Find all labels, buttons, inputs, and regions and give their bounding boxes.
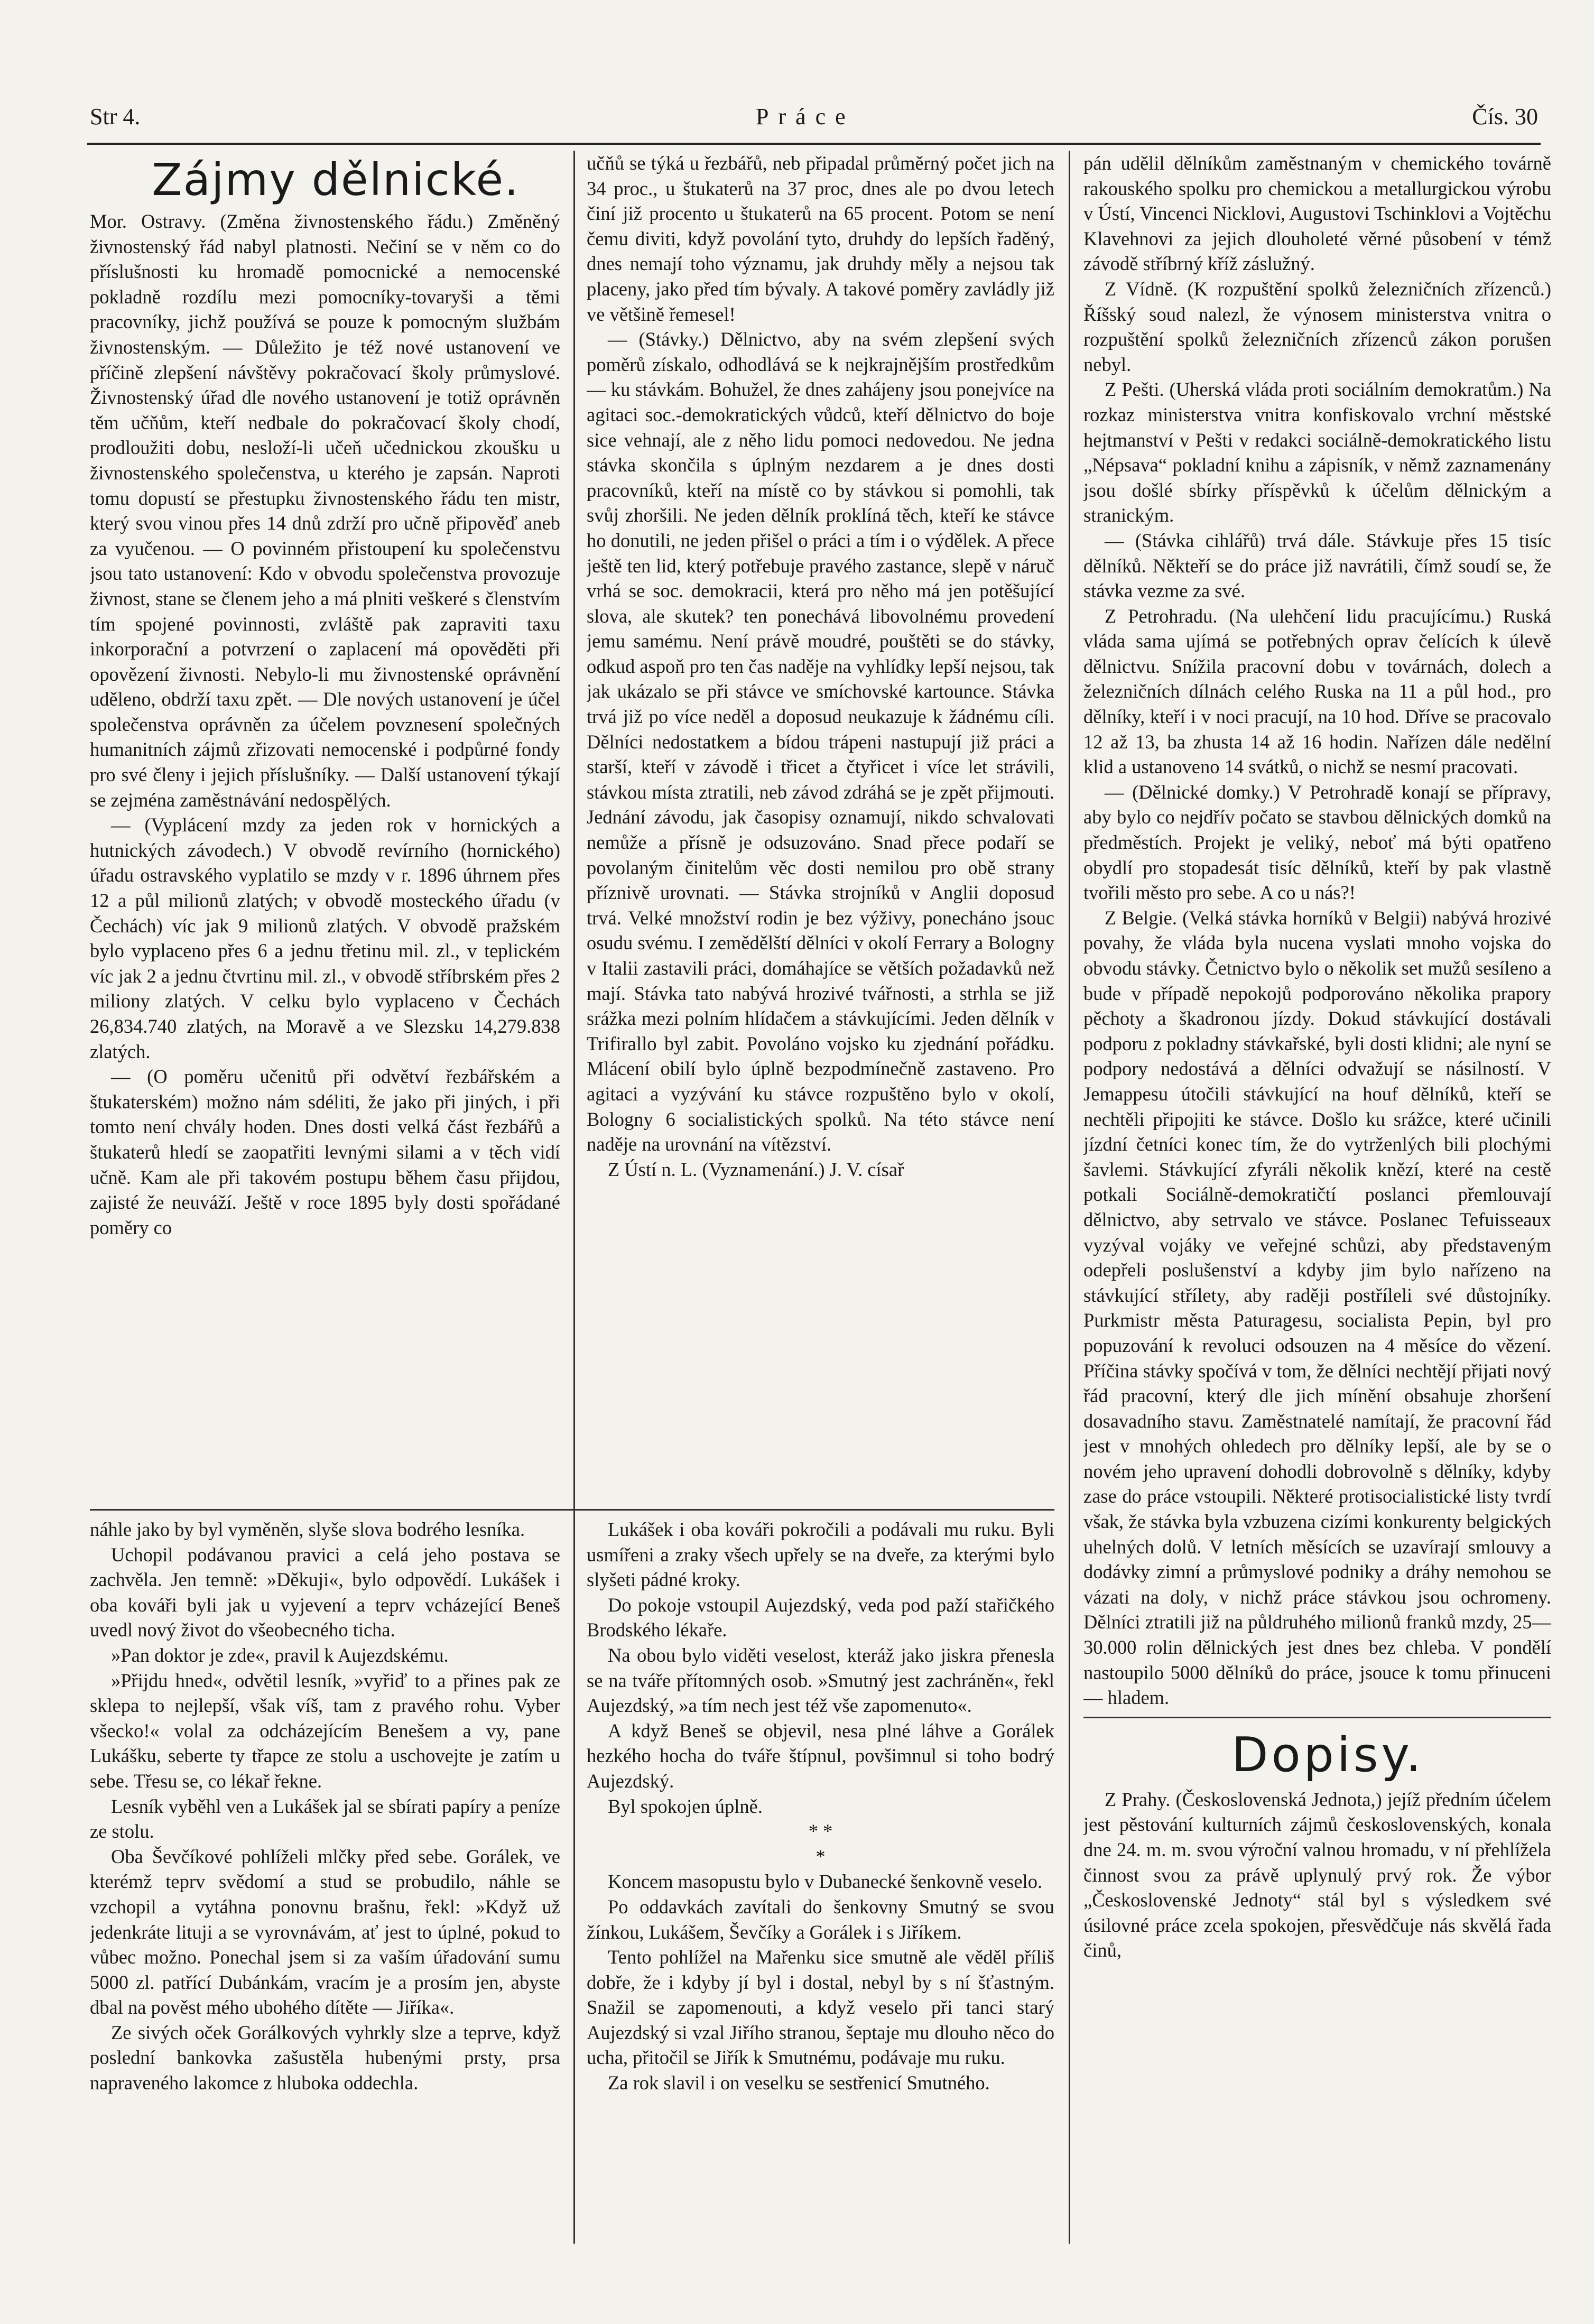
story-paragraph: Byl spokojen úplně. — [608, 1795, 763, 1817]
story-paragraph: Tento pohlížel na Mařenku sice smutně ale věděl příliš dobře, že i kdyby jí byl i dostal, nebyl by s ní šťastným. Snažil se zapomenouti, a když veselo při tanci starý Aujezdský si vzal Jiřího stranou, šeptaje mu dlouho něco do ucha, přitočil se Jiřík k Smutnému, podávaje mu ruku. — [587, 1946, 1054, 2069]
story-paragraph: Do pokoje vstoupil Aujezdský, veda pod paží stařičkého Brodského lékaře. — [587, 1594, 1054, 1641]
story-paragraph: náhle jako by byl vyměněn, slyše slova bodrého lesníka. — [90, 1519, 525, 1540]
article-paragraph: Mor. Ostravy. (Změna živnostenského řádu.) Změněný živnostenský řád nabyl platnosti. Nečiní se v něm co do příslušnosti ku hromadě pomocnické a nemocenské pokladně rozdílu mezi pomocníky-tovaryši a těmi pracovníky, jichž používá se pouze k pomocným službám živnostenským. — Důležito je též nové ustanovení ve příčině zlepšení návštěvy pokračovací školy průmyslové. Živnostenský úřad dle nového ustanovení je totiž oprávněn těm učňům, kteří nedbale do pokračovací školy chodí, prodloužiti dobu, nesloží-li učeň učednickou zkoušku u živnostenského společenstva, u kterého je zapsán. Naproti tomu dopustí se přestupku živnostenského řádu ten mistr, který svou vinou přes 14 dnů zdrží pro učně připověď aneb za vyučenou. — O povinném přistoupení ku společenstvu jsou tato ustanovení: Kdo v obvodu společenstva provozuje živnost, stane se členem jeho a má plniti veškeré s členstvím tím spojené povinnosti, zvláště pak zapraviti taxu inkorporační a potvrzení o zaplacení má opověděti při opovězení živnosti. Nebylo-li mu živnostenské oprávnění uděleno, obdrží taxu zpět. — Dle nových ustanovení je účel společenstva oprávněn za účelem povznesení společných humanitních zájmů zřizovati nemocenské i podpůrné fondy pro své členy i jejich příslušníky. — Další ustanovení týkají se zejména zaměstnávání nedospělých. — [90, 210, 560, 811]
article-paragraph: Z Vídně. (K rozpuštění spolků železničních zřízenců.) Říšský soud nalezl, že výnosem ministerstva vnitra o rozpuštění spolků železničních zřízenců zákon porušen nebyl. — [1083, 277, 1551, 375]
article-paragraph: Z Ústí n. L. (Vyznamenání.) J. V. císař — [608, 1158, 904, 1180]
page-number: Str 4. — [90, 104, 141, 129]
article-paragraph: pán udělil dělníkům zaměstnaným v chemického továrně rakouského spolku pro chemickou a metallurgickou výrobu v Ústí, Vincenci Nicklovi, Augustovi Tschinklovi a Vojtěchu Klavehnovi za jejich dlouholeté věrné působení v témž závodě stříbrný kříž záslužný. — [1083, 152, 1551, 275]
article-paragraph: Z Belgie. (Velká stávka horníků v Belgii) nabývá hrozivé povahy, že vláda byla nucena vyslati mnoho vojska do obvodu stávky. Četnictvo bylo o několik set mužů sesíleno a bude v případě nepokojů podporováno několika prapory pěchoty a škadronou jízdy. Dokud stávkující dostávali podporu z pokladny stávkařské, byli dosti klidni; ale nyní se podpory nedostává a dělníci odvažují se násilností. V Jemappesu útočili stávkující na houf dělníků, kteří se nechtěli připojiti ke stávce. Došlo ku srážce, které učinili jízdní četníci konec tím, že do vytrženlých bili plochými šavlemi. Stávkující zfyráli několik knězí, které na cestě potkali Sociálně-demokratičtí poslanci přemlouvají dělnictvo, aby setrvalo ve stávce. Poslanec Tefuisseaux vyzýval vojáky ve veřejné schůzi, aby představeným odepřeli poslušenství a kdyby jim bylo nařízeno na stávkující střílety, aby raději postříleli své důstojníky. Purkmistr města Paturagesu, socialista Pepin, byl pro popuzování k revoluci odsouzen na 4 měsíce do vězení. Příčina stávky spočívá v tom, že dělníci nechtějí přijati nový řád pracovní, který dle jich mínění obsahuje zhoršení dosavadního stavu. Zaměstnatelé namítají, že pracovní řád jest v mnohých ohledech pro dělníky lepší, ale by se o novém jeho upravení dohodli dobrovolně s dělníky, kdyby zase do práce vstoupili. Některé protisocialistické listy tvrdí však, že stávka byla vzbuzena cizími konkurenty belgických uhelných dolů. V letních měsících se uzavírají smlouvy a dodávky zimní a průmyslové podniky a dráhy nemohou se vázati na doly, v nichž práce stávkou jsou ochromeny. Dělníci ztratili již na půldruhého milionů franků mzdy, 25—30.000 rolin dělnických jest dnes bez chleba. V pondělí nastoupilo 5000 dělníků do práce, jsouce k tomu přinuceni — hladem. — [1083, 906, 1551, 1709]
section-rule — [90, 1509, 1054, 1511]
column-rule-1 — [573, 151, 575, 2244]
column-2-top — [587, 151, 1054, 1504]
story-paragraph: Lukášek i oba kováři pokročili a podávali mu ruku. Byli usmířeni a zraky všech upřely se na dveře, za kterými bylo slyšeti pádné kroky. — [587, 1519, 1054, 1591]
article-paragraph: — (Vyplácení mzdy za jeden rok v hornických a hutnických závodech.) V obvodě revírního (hornického) úřadu ostravského vyplatilo se mzdy v r. 1896 úhrnem přes 12 a půl milionů zlatých; v obvodě mosteckého úřadu (v Čechách) víc jak 9 milionů zlatých. V obvodě pražském bylo vyplaceno přes 6 a jednu třetinu mil. zl., v teplickém víc jak 2 a jednu čtvrtinu mil. zl., v obvodě stříbrském přes 2 miliony zlatých. V celku bylo vyplaceno v Čechách 26,834.740 zlatých, na Moravě a ve Slezsku 14,279.838 zlatých. — [90, 814, 560, 1062]
story-paragraph: Ze sivých oček Gorálkových vyhrkly slze a teprve, když poslední bankovka zašustěla hubenými prsty, prsa napraveného lakomce z hluboka oddechla. — [90, 2021, 560, 2094]
article-paragraph: učňů se týká u řezbářů, neb připadal průměrný počet jich na 34 proc., u štukaterů na 37 proc, dnes ale po dvou letech činí již procento u štukaterů na 65 procent. Potom se není čemu diviti, když povolání tyto, druhdy do lepších řaděný, dnes nemají toho významu, jak druhdy měly a nejsou tak placeny, jako před tím bývaly. A takové poměry zavládly již ve většině řemesel! — [587, 152, 1054, 325]
story-paragraph: Koncem masopustu bylo v Dubanecké šenkovně veselo. — [608, 1871, 1043, 1893]
asterism-bottom: * — [815, 1845, 826, 1867]
column-2-bottom — [587, 1517, 1054, 2246]
story-paragraph: Lesník vyběhl ven a Lukášek jal se sbírati papíry a peníze ze stolu. — [90, 1795, 560, 1842]
story-paragraph: Po oddavkách zavítali do šenkovny Smutný se svou žínkou, Lukášem, Ševčíky a Gorálek i s Jiříkem. — [587, 1895, 1054, 1943]
article-paragraph: — (Dělnické domky.) V Petrohradě konají se přípravy, aby bylo co nejdřív počato se stavbou dělnických domků na předměstích. Projekt je veliký, neboť má býti opatřeno obydlí pro stopadesát tisíc dělníků, kteří by pak vlastně tvořili město pro sebe. A co u nás?! — [1083, 781, 1551, 904]
header-rule — [87, 143, 1541, 145]
newspaper-title: Práce — [756, 104, 855, 129]
column-1-top — [90, 151, 560, 1504]
column-rule-2 — [1069, 151, 1070, 2244]
story-paragraph: »Přijdu hned«, odvětil lesník, »vyřiď to a přines pak ze sklepa to nejlepší, však víš, tam z pravého rohu. Vyber všecko!« volal za odcházejícím Benešem a vy, pane Lukášku, seberte ty třapce ze stolu a uschovejte je zatím u sebe. Třesu se, co lékař řekne. — [90, 1669, 560, 1792]
article-paragraph: Z Prahy. (Československá Jednota,) jejíž předním účelem jest pěstování kulturních zájmů československých, konala dne 24. m. m. svou výroční valnou hromadu, v ní přehlížela činnost svou za právě uplynulý prvý rok. Že výbor „Československé Jednoty“ stál byl s výsledkem své úsilovné práce zcela spokojen, přesvědčuje nás skvělá řada činů, — [1083, 1788, 1551, 1961]
story-paragraph: Na obou bylo viděti veselost, kteráž jako jiskra přenesla se na tváře přítomných osob. »Smutný jest zachráněn«, řekl Aujezdský, »a tím nech jest též vše zapomenuto«. — [587, 1644, 1054, 1717]
story-paragraph: Uchopil podávanou pravici a celá jeho postava se zachvěla. Jen temně: »Děkuji«, bylo odpovědí. Lukášek i oba kováři byli jak u vyjevení a teprv vcházející Beneš uvedl nový život do všeobecného ticha. — [90, 1543, 560, 1641]
article-paragraph: Z Petrohradu. (Na ulehčení lidu pracujícímu.) Ruská vláda sama ujímá se potřebných oprav čelících k úlevě dělnictvu. Snížila pracovní dobu v továrnách, dolech a železničních dílnách celého Ruska na 11 a půl hod., pro dělníky, kteří i v noci pracují, na 10 hod. Dříve se pracovalo 12 až 13, ba zhusta 14 až 16 hodin. Nařízen dále nedělní klid a ustanoveno 14 svátků, o nichž se nesmí pracovati. — [1083, 605, 1551, 778]
column-1-bottom — [90, 1517, 560, 2246]
column-3 — [1083, 151, 1551, 2244]
story-paragraph: A když Beneš se objevil, nesa plné láhve a Gorálek hezkého hocha do tváře štípnul, povšimnul si toho bodrý Aujezdský. — [587, 1719, 1054, 1792]
article-paragraph: — (Stávka cihlářů) trvá dále. Stávkuje přes 15 tisíc dělníků. Někteří se do práce již navrátili, čímž soudí se, že stávka vezme za své. — [1083, 529, 1551, 602]
issue-number: Čís. 30 — [1472, 104, 1538, 129]
section-heading: Zájmy dělnické. — [152, 154, 520, 206]
article-paragraph: — (Stávky.) Dělnictvo, aby na svém zlepšení svých poměrů získalo, odhodlává se k nejkrajnějším prostředkům — ku stávkám. Bohužel, že dnes zahájeny jsou ponejvíce na agitaci soc.-demokratických vůdců, kteří dělnictvo do boje sice vehnají, ale z něho lidu pomoci nedovedou. Ne jedna stávka skončila s úplným nezdarem a je dnes dosti pracovníků, kteří na místě co by stávkou si pomohli, tak svůj zhoršili. Ne jeden dělník proklíná těch, kteří ke stávce ho donutili, ne jeden přišel o práci a tím i o výdělek. A přece ještě ten lid, který potřebuje pravého zastance, slepě v náruč vrhá se soc. demokracii, která pro něho má jen potěšující slova, ale skutek? ten ponechává libovolnému provedení jemu samému. Není právě moudré, pouštěti se do stávky, odkud aspoň pro ten čas naděje na vyhlídky lepší nejsou, tak jak ukázalo se při stávce ve smíchovské kartounce. Stávka trvá již po více neděl a doposud neukazuje k žádnému cíli. Dělníci nedostatkem a bídou trápeni nastupují již práci a starší, kteří v závodě i třicet a čtyřicet i více let strávili, stávkou místa ztratili, neb závod zdráhá se je zpět přijmouti. Jednání závodu, jak časopisy oznamují, nikdo schvalovati nemůže a přísně je odsuzováno. Snad přece podaří se povolaným činitelům věc dosti nemilou pro obě strany příznivě urovnati. — Stávka strojníků v Anglii doposud trvá. Velké množství rodin je bez výživy, ponecháno jsouc osudu svému. I zemědělští dělníci v okolí Ferrary a Bologny v Italii zastavili práci, domáhajíce se větších požadavků než mají. Stávka tato nabývá hrozivé tvářnosti, a strhla se již srážka mezi polním hlídačem a stávkujícími. Jeden dělník v Trifirallo byl zabit. Povoláno vojsko ku zjednání pořádku. Mlácení obilí bylo úplně bezpodmínečně zastaveno. Pro agitaci a vyzývání ku stávce rozpuštěno bylo v okolí, Bologny 6 socialistických spolků. Na této stávce není naděje na urovnání na vítězství. — [587, 328, 1054, 1155]
story-paragraph: Za rok slavil i on veselku se sestřenicí Smutného. — [608, 2072, 990, 2094]
section-heading-dopisy: Dopisy. — [1231, 1727, 1424, 1783]
article-paragraph: — (O poměru učenitů při odvětví řezbářském a štukaterském) možno nám sdéliti, že jako při jiných, i při tomto není chvály hoden. Dnes dosti velká část řezbářů a štukaterů hledí se zaopatřiti levnými silami a v těch vidí učně. Kam ale při takovém postupu během času přijdou, zajisté že neuváží. Ještě v roce 1895 byly dosti spořádané poměry co — [90, 1066, 560, 1238]
story-paragraph: Oba Ševčíkové pohlíželi mlčky před sebe. Gorálek, ve kterémž teprv svědomí a stud se probudilo, náhle se vzchopil a vytáhna ponovnu brašnu, řekl: »Když už jedenkráte lituji a se vyrovnávám, ať jest to úplné, pokud to vůbec možno. Ponechal jsem si za vaším úřadování sumu 5000 zl. patřící Dubánkám, vracím je a prosím jen, abyste dbal na pověst mého ubohého dítěte — Jiříka«. — [90, 1845, 560, 2019]
asterism-top: * * — [808, 1820, 833, 1842]
story-paragraph: »Pan doktor je zde«, pravil k Aujezdskému. — [111, 1644, 449, 1666]
section-divider — [1083, 1717, 1551, 1724]
article-paragraph: Z Pešti. (Uherská vláda proti sociálním demokratům.) Na rozkaz ministerstva vnitra konfiskovalo vrchní městské hejtmanství v Pešti v redakci sociálně-demokratického listu „Népsava“ pokladní knihu a zápisník, v němž zaznamenány jsou došlé sbírky příspěvků k účelům dělnickým a stranickým. — [1083, 378, 1551, 526]
page-header — [90, 103, 1538, 140]
